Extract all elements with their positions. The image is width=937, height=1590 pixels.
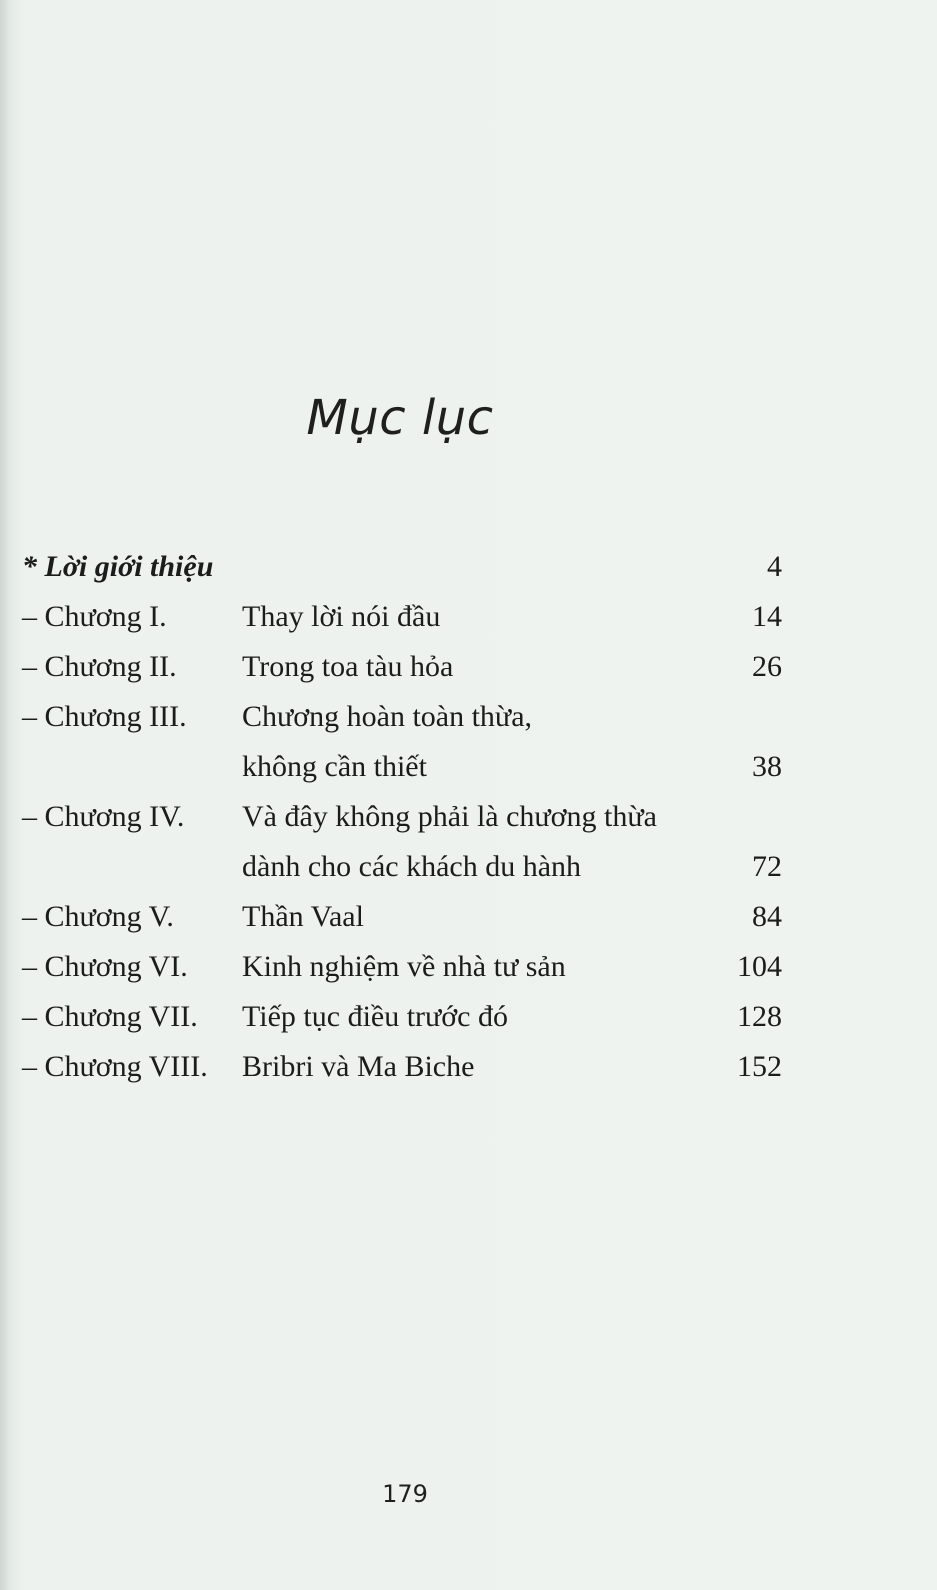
page-number: 152 bbox=[737, 1050, 782, 1083]
page-number: 38 bbox=[752, 750, 782, 783]
chapter-title: Tiếp tục điều trước đó bbox=[242, 1000, 508, 1033]
chapter-number: – Chương IV. bbox=[22, 800, 185, 833]
page-number: 104 bbox=[737, 950, 782, 983]
chapter-number: – Chương II. bbox=[22, 650, 177, 683]
toc-row bbox=[22, 600, 782, 650]
chapter-title: Và đây không phải là chương thừa bbox=[242, 800, 657, 833]
chapter-title: Kinh nghiệm về nhà tư sản bbox=[242, 950, 566, 983]
chapter-number: – Chương VIII. bbox=[22, 1050, 208, 1083]
chapter-title: Chương hoàn toàn thừa, bbox=[242, 700, 533, 733]
chapter-title: Thay lời nói đầu bbox=[242, 600, 441, 633]
chapter-title: Bribri và Ma Biche bbox=[242, 1050, 475, 1083]
intro-page-number: 4 bbox=[767, 550, 782, 583]
intro-label: * Lời giới thiệu bbox=[22, 550, 214, 583]
page-number: 84 bbox=[752, 900, 782, 933]
chapter-title: Thần Vaal bbox=[242, 900, 364, 933]
toc-intro-row bbox=[22, 550, 782, 600]
toc-row bbox=[22, 1000, 782, 1050]
chapter-number: – Chương I. bbox=[22, 600, 167, 633]
chapter-number: – Chương VII. bbox=[22, 1000, 198, 1033]
toc-row bbox=[22, 650, 782, 700]
toc-row bbox=[22, 1050, 782, 1100]
toc-row bbox=[22, 950, 782, 1000]
table-of-contents bbox=[22, 550, 782, 1100]
page-folio-number: 179 bbox=[382, 1480, 428, 1508]
chapter-number: – Chương III. bbox=[22, 700, 187, 733]
page-number: 128 bbox=[737, 1000, 782, 1033]
page-number: 14 bbox=[752, 600, 782, 633]
toc-row bbox=[22, 700, 782, 800]
chapter-title-continued: không cần thiết bbox=[242, 750, 427, 783]
toc-row bbox=[22, 800, 782, 900]
chapter-number: – Chương VI. bbox=[22, 950, 188, 983]
chapter-number: – Chương V. bbox=[22, 900, 174, 933]
chapter-title-continued: dành cho các khách du hành bbox=[242, 850, 582, 883]
page-number: 72 bbox=[752, 850, 782, 883]
page-title: Mục lục bbox=[306, 390, 494, 446]
toc-row bbox=[22, 900, 782, 950]
page-number: 26 bbox=[752, 650, 782, 683]
chapter-title: Trong toa tàu hỏa bbox=[242, 650, 454, 683]
